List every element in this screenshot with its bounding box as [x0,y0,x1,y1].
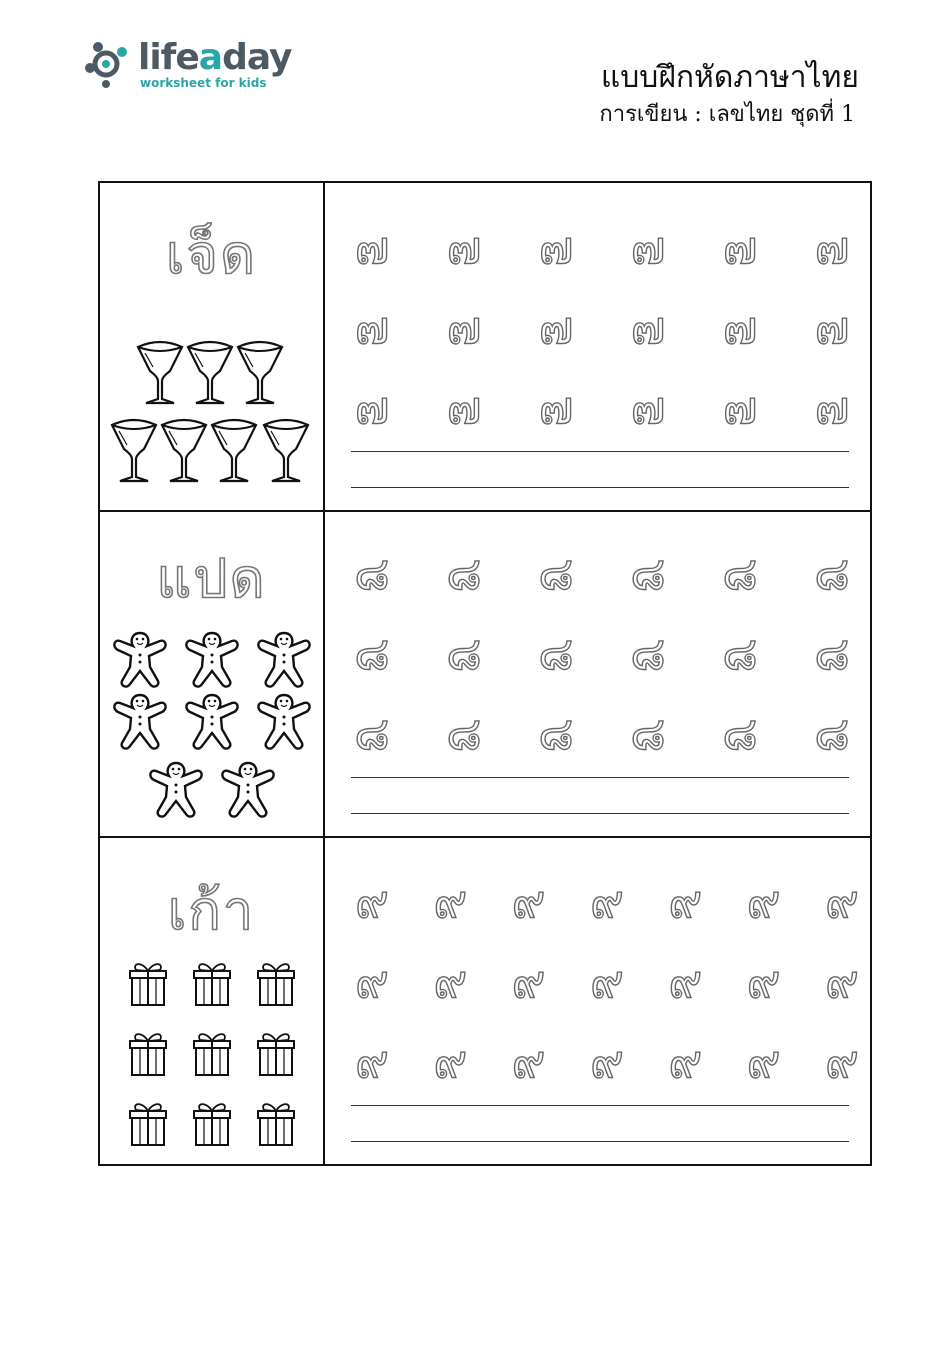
trace-digit[interactable]: ๗ [814,300,850,354]
page-subtitle: การเขียน : เลขไทย ชุดที่ 1 [599,102,855,127]
word-cell [100,837,325,1164]
trace-digit[interactable]: ๘ [538,706,574,760]
trace-digit[interactable]: ๘ [446,706,482,760]
trace-digit[interactable]: ๙ [355,874,389,928]
tracing-row [347,287,857,367]
tracing-row [347,1021,867,1101]
trace-digit[interactable]: ๗ [814,220,850,274]
trace-digit[interactable]: ๘ [354,706,390,760]
trace-digit[interactable]: ๘ [354,626,390,680]
page-title: แบบฝึกหัดภาษาไทย [600,60,859,95]
trace-digit[interactable]: ๙ [590,874,624,928]
writing-line[interactable] [351,487,849,488]
trace-digit[interactable]: ๘ [446,546,482,600]
logo-tagline: worksheet for kids [140,76,267,90]
number-word: เก้า [167,879,256,942]
row-nine [98,837,872,1166]
trace-digit[interactable]: ๗ [446,380,482,434]
tracing-cell [325,509,870,836]
trace-digit[interactable]: ๙ [590,1034,624,1088]
number-word: เจ็ด [165,223,258,286]
trace-digit[interactable]: ๗ [446,300,482,354]
row-eight [98,509,872,838]
cocktail-glass-icon [100,183,323,510]
trace-digit[interactable]: ๘ [446,626,482,680]
trace-digit[interactable]: ๙ [746,954,781,1008]
word-cell [100,509,325,836]
trace-digit[interactable]: ๘ [630,626,666,680]
tracing-row [347,367,857,447]
trace-digit[interactable]: ๗ [630,300,666,354]
trace-digit[interactable]: ๗ [814,380,850,434]
trace-digit[interactable]: ๙ [511,1034,546,1088]
tracing-grid [347,207,857,447]
trace-digit[interactable]: ๙ [355,954,389,1008]
writing-line[interactable] [351,813,849,814]
trace-digit[interactable]: ๘ [814,706,850,760]
number-word: แปด [156,547,267,610]
trace-digit[interactable]: ๘ [354,546,390,600]
trace-digit[interactable]: ๗ [354,220,390,274]
trace-digit[interactable]: ๗ [722,380,758,434]
trace-digit[interactable]: ๙ [511,874,546,928]
trace-digit[interactable]: ๙ [433,874,468,928]
trace-digit[interactable]: ๘ [722,706,758,760]
word-cell [100,183,325,510]
trace-digit[interactable]: ๗ [446,220,482,274]
trace-digit[interactable]: ๗ [354,300,390,354]
writing-line[interactable] [351,1141,849,1142]
logo-name: lifeaday [138,37,292,78]
trace-digit[interactable]: ๘ [722,546,758,600]
logo [84,36,292,96]
tracing-row [347,207,857,287]
worksheet-table [98,181,870,1166]
trace-digit[interactable]: ๙ [825,874,859,928]
trace-digit[interactable]: ๙ [825,954,859,1008]
trace-digit[interactable]: ๙ [590,954,624,1008]
trace-digit[interactable]: ๘ [722,626,758,680]
trace-digit[interactable]: ๙ [746,1034,781,1088]
gift-box-icon [100,837,323,1164]
trace-digit[interactable]: ๗ [722,300,758,354]
trace-digit[interactable]: ๙ [746,874,781,928]
tracing-cell [325,183,870,510]
trace-digit[interactable]: ๘ [814,546,850,600]
trace-digit[interactable]: ๙ [355,1034,389,1088]
logo-mark-icon [84,38,134,88]
trace-digit[interactable]: ๘ [814,626,850,680]
trace-digit[interactable]: ๗ [630,380,666,434]
trace-digit[interactable]: ๙ [668,1034,703,1088]
trace-digit[interactable]: ๗ [630,220,666,274]
tracing-row [347,693,857,773]
tracing-row [347,533,857,613]
trace-digit[interactable]: ๙ [668,954,703,1008]
tracing-row [347,613,857,693]
trace-digit[interactable]: ๙ [825,1034,859,1088]
tracing-row [347,861,867,941]
writing-line[interactable] [351,777,849,778]
trace-digit[interactable]: ๗ [538,380,574,434]
tracing-grid [347,533,857,773]
trace-digit[interactable]: ๘ [538,546,574,600]
trace-digit[interactable]: ๗ [538,300,574,354]
tracing-cell [325,837,870,1164]
trace-digit[interactable]: ๙ [433,1034,468,1088]
row-seven [98,181,872,512]
trace-digit[interactable]: ๘ [630,546,666,600]
writing-line[interactable] [351,1105,849,1106]
tracing-grid [347,861,867,1101]
trace-digit[interactable]: ๗ [354,380,390,434]
trace-digit[interactable]: ๙ [433,954,468,1008]
writing-line[interactable] [351,451,849,452]
trace-digit[interactable]: ๘ [538,626,574,680]
trace-digit[interactable]: ๘ [630,706,666,760]
trace-digit[interactable]: ๗ [538,220,574,274]
trace-digit[interactable]: ๙ [668,874,703,928]
gingerbread-man-icon [100,509,323,836]
tracing-row [347,941,867,1021]
trace-digit[interactable]: ๗ [722,220,758,274]
trace-digit[interactable]: ๙ [511,954,546,1008]
